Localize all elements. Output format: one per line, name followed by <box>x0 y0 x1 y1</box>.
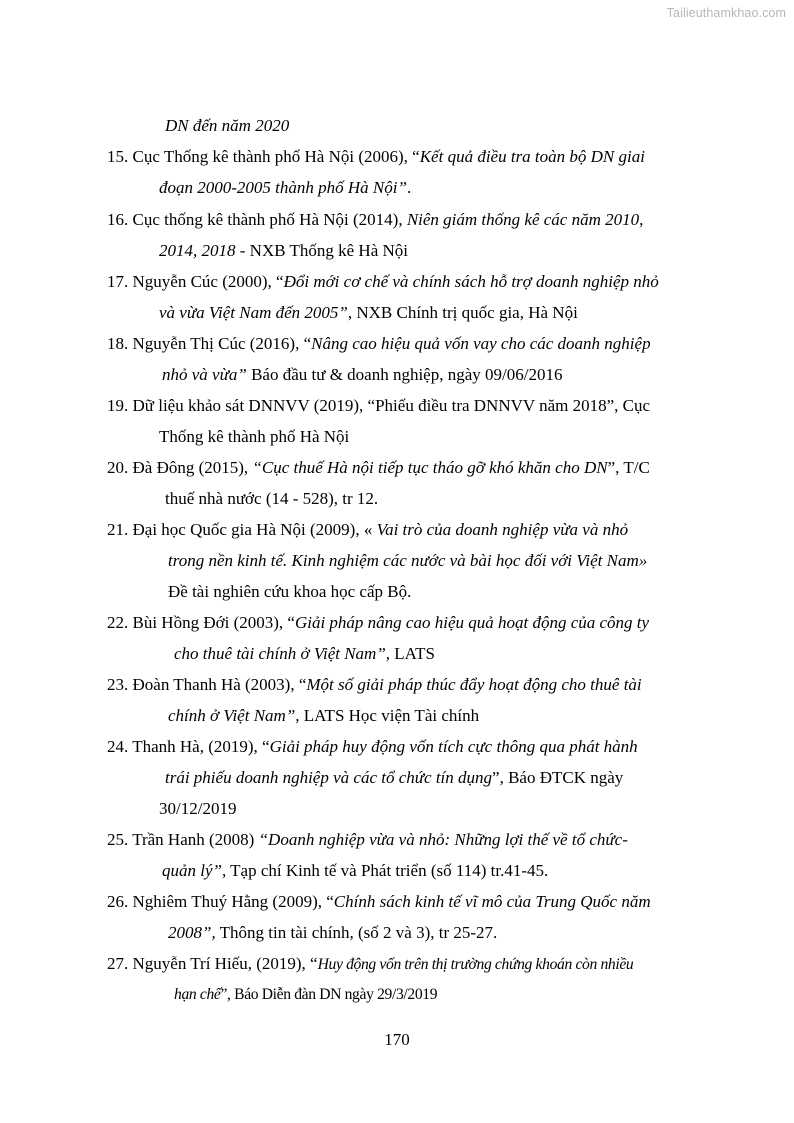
reference-18: 18. Nguyễn Thị Cúc (2016), “Nâng cao hiệu quả vốn vay cho các doanh nghiệp <box>107 334 651 353</box>
reference-22: 22. Bùi Hồng Đới (2003), “Giải pháp nâng cao hiệu quả hoạt động của công ty <box>107 613 650 632</box>
reference-25-line2: quản lý”, Tạp chí Kinh tế và Phát triển (số 114) tr.41-45. <box>162 861 549 880</box>
reference-16-line2: 2014, 2018 - NXB Thống kê Hà Nội <box>159 241 408 260</box>
reference-number: 24. <box>107 737 129 756</box>
reference-17: 17. Nguyễn Cúc (2000), “Đổi mới cơ chế và chính sách hỗ trợ doanh nghiệp nhỏ <box>107 272 659 291</box>
reference-27: 27. Nguyễn Trí Hiếu, (2019), “Huy động vốn trên thị trường chứng khoán còn nhiều <box>107 954 634 973</box>
reference-15: 15. Cục Thống kê thành phố Hà Nội (2006), “Kết quả điều tra toàn bộ DN giai <box>107 147 645 166</box>
reference-number: 23. <box>107 675 129 694</box>
reference-21-line3: Đề tài nghiên cứu khoa học cấp Bộ. <box>168 582 412 601</box>
reference-number: 22. <box>107 613 129 632</box>
reference-number: 19. <box>107 396 129 415</box>
reference-18-line2: nhỏ và vừa” Báo đầu tư & doanh nghiệp, ngày 09/06/2016 <box>162 365 563 384</box>
reference-number: 17. <box>107 272 129 291</box>
reference-20-line2: thuế nhà nước (14 - 528), tr 12. <box>165 489 379 508</box>
reference-26: 26. Nghiêm Thuý Hằng (2009), “Chính sách kinh tế vĩ mô của Trung Quốc năm <box>107 892 651 911</box>
reference-21-line2: trong nền kinh tế. Kinh nghiệm các nước và bài học đối với Việt Nam» <box>168 551 648 570</box>
reference-27-line2: hạn chế”, Báo Diễn đàn DN ngày 29/3/2019 <box>174 986 438 1003</box>
reference-16: 16. Cục thống kê thành phố Hà Nội (2014), Niên giám thống kê các năm 2010, <box>107 210 644 229</box>
reference-25: 25. Trần Hanh (2008) “Doanh nghiệp vừa và nhỏ: Những lợi thế về tổ chức- <box>107 830 628 849</box>
reference-number: 18. <box>107 334 129 353</box>
reference-20: 20. Đà Đông (2015), “Cục thuế Hà nội tiếp tục tháo gỡ khó khăn cho DN”, T/C <box>107 458 650 477</box>
reference-22-line2: cho thuê tài chính ở Việt Nam”, LATS <box>174 644 435 663</box>
reference-19-line2: Thống kê thành phố Hà Nội <box>159 427 350 446</box>
watermark: Tailieuthamkhao.com <box>666 6 786 20</box>
reference-15-line2: đoạn 2000-2005 thành phố Hà Nội”. <box>159 178 412 197</box>
reference-24: 24. Thanh Hà, (2019), “Giải pháp huy động vốn tích cực thông qua phát hành <box>107 737 638 756</box>
reference-19: 19. Dữ liệu khảo sát DNNVV (2019), “Phiếu điều tra DNNVV năm 2018”, Cục <box>107 396 651 415</box>
reference-23-line2: chính ở Việt Nam”, LATS Học viện Tài chính <box>168 706 480 725</box>
reference-number: 21. <box>107 520 129 539</box>
reference-number: 27. <box>107 954 129 973</box>
prev-entry-tail: DN đến năm 2020 <box>165 116 290 135</box>
reference-number: 26. <box>107 892 129 911</box>
reference-17-line2: và vừa Việt Nam đến 2005”, NXB Chính trị quốc gia, Hà Nội <box>159 303 578 322</box>
reference-26-line2: 2008”, Thông tin tài chính, (số 2 và 3), tr 25-27. <box>168 923 498 942</box>
reference-number: 16. <box>107 210 129 229</box>
reference-number: 15. <box>107 147 129 166</box>
reference-21: 21. Đại học Quốc gia Hà Nội (2009), « Vai trò của doanh nghiệp vừa và nhỏ <box>107 520 629 539</box>
reference-24-line3: 30/12/2019 <box>159 799 237 818</box>
reference-number: 20. <box>107 458 129 477</box>
reference-24-line2: trái phiếu doanh nghiệp và các tổ chức tín dụng”, Báo ĐTCK ngày <box>165 768 624 787</box>
reference-number: 25. <box>107 830 129 849</box>
page-number: 170 <box>384 1030 410 1049</box>
reference-23: 23. Đoàn Thanh Hà (2003), “Một số giải pháp thúc đẩy hoạt động cho thuê tài <box>107 675 642 694</box>
